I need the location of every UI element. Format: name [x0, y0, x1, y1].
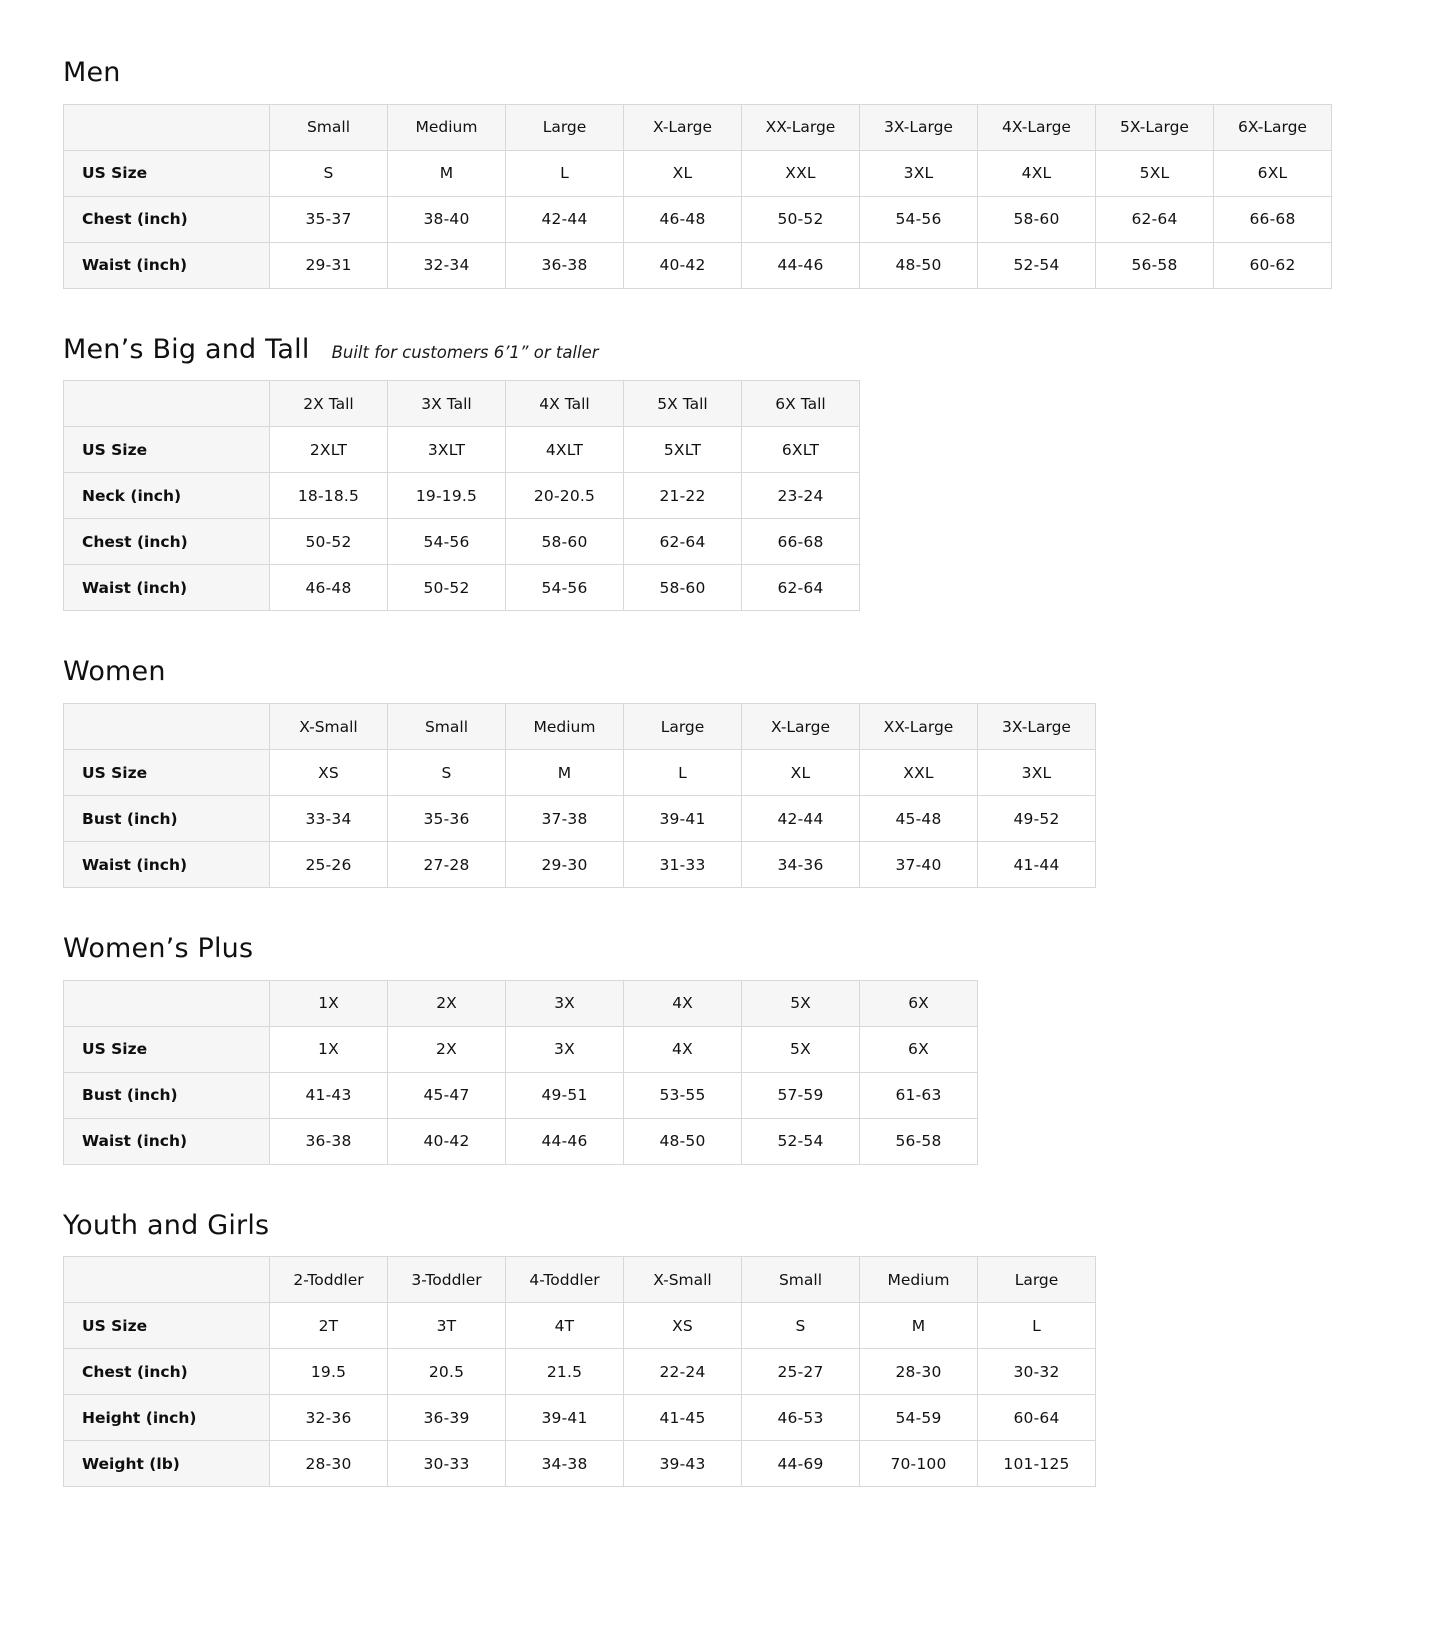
table-row: [64, 242, 1332, 288]
table-cell: 3XL: [860, 150, 978, 196]
table-cell: 60-64: [978, 1395, 1096, 1441]
column-header: 2-Toddler: [270, 1257, 388, 1303]
row-label: Waist (inch): [64, 565, 270, 611]
table-row: [64, 565, 860, 611]
table-cell: 58-60: [624, 565, 742, 611]
section-header: [63, 657, 1445, 687]
table-cell: XS: [624, 1303, 742, 1349]
table-cell: 23-24: [742, 473, 860, 519]
table-cell: 54-56: [860, 196, 978, 242]
row-label: US Size: [64, 1303, 270, 1349]
column-header: 4X Tall: [506, 381, 624, 427]
section-header: [63, 58, 1445, 88]
table-cell: 53-55: [624, 1072, 742, 1118]
size-section: [0, 335, 1445, 612]
section-title: Women: [63, 656, 166, 688]
table-header-row: [64, 104, 1332, 150]
column-header: X-Small: [270, 704, 388, 750]
table-cell: 25-26: [270, 842, 388, 888]
table-cell: 45-47: [388, 1072, 506, 1118]
table-cell: 58-60: [506, 519, 624, 565]
table-cell: 3XL: [978, 750, 1096, 796]
table-cell: 36-38: [506, 242, 624, 288]
table-cell: M: [860, 1303, 978, 1349]
table-row: [64, 1072, 978, 1118]
column-header: 3X Tall: [388, 381, 506, 427]
table-cell: 48-50: [860, 242, 978, 288]
column-header: 3X-Large: [860, 104, 978, 150]
column-header: Medium: [860, 1257, 978, 1303]
table-cell: 3XLT: [388, 427, 506, 473]
row-label: Chest (inch): [64, 196, 270, 242]
column-header: 5X Tall: [624, 381, 742, 427]
column-header: 5X-Large: [1096, 104, 1214, 150]
table-row: [64, 519, 860, 565]
table-cell: 37-38: [506, 796, 624, 842]
table-cell: 41-43: [270, 1072, 388, 1118]
table-cell: 54-59: [860, 1395, 978, 1441]
table-corner-cell: [64, 1257, 270, 1303]
column-header: X-Large: [624, 104, 742, 150]
table-cell: 39-41: [624, 796, 742, 842]
section-title: Women’s Plus: [63, 933, 254, 965]
table-cell: 56-58: [860, 1118, 978, 1164]
table-row: [64, 1441, 1096, 1487]
table-cell: 33-34: [270, 796, 388, 842]
table-cell: 4X: [624, 1026, 742, 1072]
column-header: 4X-Large: [978, 104, 1096, 150]
table-row: [64, 196, 1332, 242]
table-cell: 6XLT: [742, 427, 860, 473]
column-header: 6X Tall: [742, 381, 860, 427]
table-cell: M: [506, 750, 624, 796]
table-cell: L: [978, 1303, 1096, 1349]
section-header: [63, 934, 1445, 964]
table-cell: 5XL: [1096, 150, 1214, 196]
column-header: 2X: [388, 980, 506, 1026]
table-cell: 22-24: [624, 1349, 742, 1395]
column-header: Large: [506, 104, 624, 150]
section-header: [63, 1211, 1445, 1241]
table-cell: XS: [270, 750, 388, 796]
table-cell: 21-22: [624, 473, 742, 519]
table-cell: XL: [742, 750, 860, 796]
table-cell: 4XL: [978, 150, 1096, 196]
table-header-row: [64, 704, 1096, 750]
table-cell: 46-48: [270, 565, 388, 611]
table-header-row: [64, 381, 860, 427]
table-row: [64, 1026, 978, 1072]
table-cell: XXL: [742, 150, 860, 196]
table-cell: XXL: [860, 750, 978, 796]
table-cell: 66-68: [1214, 196, 1332, 242]
table-row: [64, 796, 1096, 842]
size-table: [63, 980, 978, 1165]
table-cell: 2XLT: [270, 427, 388, 473]
section-note: Built for customers 6’1” or taller: [331, 342, 599, 362]
table-cell: 46-48: [624, 196, 742, 242]
row-label: Waist (inch): [64, 242, 270, 288]
section-title: Men’s Big and Tall: [63, 333, 310, 365]
sections-container: [0, 58, 1445, 1487]
column-header: 2X Tall: [270, 381, 388, 427]
table-cell: 20.5: [388, 1349, 506, 1395]
table-cell: 44-69: [742, 1441, 860, 1487]
table-cell: 34-38: [506, 1441, 624, 1487]
table-cell: 48-50: [624, 1118, 742, 1164]
table-cell: 62-64: [624, 519, 742, 565]
column-header: 3-Toddler: [388, 1257, 506, 1303]
column-header: Medium: [506, 704, 624, 750]
table-cell: 49-51: [506, 1072, 624, 1118]
table-cell: 49-52: [978, 796, 1096, 842]
table-cell: 29-30: [506, 842, 624, 888]
section-title: Youth and Girls: [63, 1209, 270, 1241]
table-cell: S: [388, 750, 506, 796]
table-cell: 37-40: [860, 842, 978, 888]
table-cell: 54-56: [506, 565, 624, 611]
table-corner-cell: [64, 704, 270, 750]
table-cell: 61-63: [860, 1072, 978, 1118]
size-table: [63, 1256, 1096, 1487]
size-section: [0, 657, 1445, 888]
row-label: US Size: [64, 150, 270, 196]
table-cell: 39-43: [624, 1441, 742, 1487]
table-cell: 21.5: [506, 1349, 624, 1395]
table-header-row: [64, 980, 978, 1026]
table-cell: 52-54: [978, 242, 1096, 288]
table-row: [64, 842, 1096, 888]
table-corner-cell: [64, 980, 270, 1026]
table-corner-cell: [64, 381, 270, 427]
column-header: Large: [624, 704, 742, 750]
table-cell: 52-54: [742, 1118, 860, 1164]
table-cell: 44-46: [742, 242, 860, 288]
table-cell: 44-46: [506, 1118, 624, 1164]
column-header: Medium: [388, 104, 506, 150]
column-header: Small: [388, 704, 506, 750]
table-cell: 62-64: [1096, 196, 1214, 242]
size-section: [0, 58, 1445, 289]
table-cell: 3T: [388, 1303, 506, 1349]
table-cell: 6XL: [1214, 150, 1332, 196]
table-cell: 20-20.5: [506, 473, 624, 519]
table-cell: 2T: [270, 1303, 388, 1349]
table-row: [64, 1118, 978, 1164]
row-label: US Size: [64, 1026, 270, 1072]
table-cell: S: [742, 1303, 860, 1349]
row-label: Chest (inch): [64, 519, 270, 565]
table-cell: 101-125: [978, 1441, 1096, 1487]
size-section: [0, 1211, 1445, 1488]
column-header: 3X: [506, 980, 624, 1026]
table-cell: 66-68: [742, 519, 860, 565]
table-cell: 28-30: [860, 1349, 978, 1395]
table-header-row: [64, 1257, 1096, 1303]
table-cell: 25-27: [742, 1349, 860, 1395]
table-cell: 2X: [388, 1026, 506, 1072]
table-cell: 1X: [270, 1026, 388, 1072]
table-row: [64, 1303, 1096, 1349]
table-cell: 56-58: [1096, 242, 1214, 288]
table-cell: 5XLT: [624, 427, 742, 473]
table-cell: 50-52: [270, 519, 388, 565]
table-cell: 57-59: [742, 1072, 860, 1118]
table-cell: 42-44: [742, 796, 860, 842]
size-section: [0, 934, 1445, 1165]
table-row: [64, 150, 1332, 196]
table-row: [64, 750, 1096, 796]
row-label: Height (inch): [64, 1395, 270, 1441]
row-label: Bust (inch): [64, 1072, 270, 1118]
table-cell: 36-38: [270, 1118, 388, 1164]
table-cell: 3X: [506, 1026, 624, 1072]
table-cell: 40-42: [388, 1118, 506, 1164]
row-label: Chest (inch): [64, 1349, 270, 1395]
table-cell: 5X: [742, 1026, 860, 1072]
table-cell: 42-44: [506, 196, 624, 242]
row-label: US Size: [64, 427, 270, 473]
table-cell: 41-45: [624, 1395, 742, 1441]
row-label: Waist (inch): [64, 842, 270, 888]
table-cell: 45-48: [860, 796, 978, 842]
column-header: XX-Large: [860, 704, 978, 750]
table-cell: 34-36: [742, 842, 860, 888]
table-cell: 31-33: [624, 842, 742, 888]
table-cell: 29-31: [270, 242, 388, 288]
row-label: Waist (inch): [64, 1118, 270, 1164]
size-table: [63, 380, 860, 611]
column-header: 6X: [860, 980, 978, 1026]
column-header: X-Small: [624, 1257, 742, 1303]
table-cell: 36-39: [388, 1395, 506, 1441]
table-cell: 27-28: [388, 842, 506, 888]
table-cell: 32-36: [270, 1395, 388, 1441]
table-cell: XL: [624, 150, 742, 196]
column-header: X-Large: [742, 704, 860, 750]
table-cell: 35-36: [388, 796, 506, 842]
column-header: 4X: [624, 980, 742, 1026]
table-cell: 41-44: [978, 842, 1096, 888]
table-corner-cell: [64, 104, 270, 150]
column-header: 1X: [270, 980, 388, 1026]
size-table: [63, 104, 1332, 289]
table-cell: 30-33: [388, 1441, 506, 1487]
table-cell: 6X: [860, 1026, 978, 1072]
size-table: [63, 703, 1096, 888]
table-cell: 54-56: [388, 519, 506, 565]
table-row: [64, 1349, 1096, 1395]
table-cell: 35-37: [270, 196, 388, 242]
table-row: [64, 427, 860, 473]
table-cell: 18-18.5: [270, 473, 388, 519]
column-header: Large: [978, 1257, 1096, 1303]
column-header: Small: [742, 1257, 860, 1303]
table-cell: 70-100: [860, 1441, 978, 1487]
row-label: Neck (inch): [64, 473, 270, 519]
row-label: Weight (lb): [64, 1441, 270, 1487]
table-cell: M: [388, 150, 506, 196]
section-title: Men: [63, 57, 121, 88]
table-cell: 62-64: [742, 565, 860, 611]
table-cell: 40-42: [624, 242, 742, 288]
section-header: [63, 335, 1445, 365]
row-label: US Size: [64, 750, 270, 796]
table-cell: 50-52: [742, 196, 860, 242]
table-cell: 60-62: [1214, 242, 1332, 288]
table-cell: 4XLT: [506, 427, 624, 473]
table-row: [64, 473, 860, 519]
row-label: Bust (inch): [64, 796, 270, 842]
table-cell: S: [270, 150, 388, 196]
table-cell: 32-34: [388, 242, 506, 288]
table-cell: 19-19.5: [388, 473, 506, 519]
table-cell: 30-32: [978, 1349, 1096, 1395]
column-header: 5X: [742, 980, 860, 1026]
table-cell: 38-40: [388, 196, 506, 242]
table-cell: 50-52: [388, 565, 506, 611]
table-cell: 4T: [506, 1303, 624, 1349]
table-cell: L: [624, 750, 742, 796]
column-header: 3X-Large: [978, 704, 1096, 750]
table-cell: 39-41: [506, 1395, 624, 1441]
table-cell: 28-30: [270, 1441, 388, 1487]
table-cell: L: [506, 150, 624, 196]
table-cell: 46-53: [742, 1395, 860, 1441]
column-header: XX-Large: [742, 104, 860, 150]
table-row: [64, 1395, 1096, 1441]
column-header: 4-Toddler: [506, 1257, 624, 1303]
table-cell: 19.5: [270, 1349, 388, 1395]
table-cell: 58-60: [978, 196, 1096, 242]
column-header: 6X-Large: [1214, 104, 1332, 150]
column-header: Small: [270, 104, 388, 150]
